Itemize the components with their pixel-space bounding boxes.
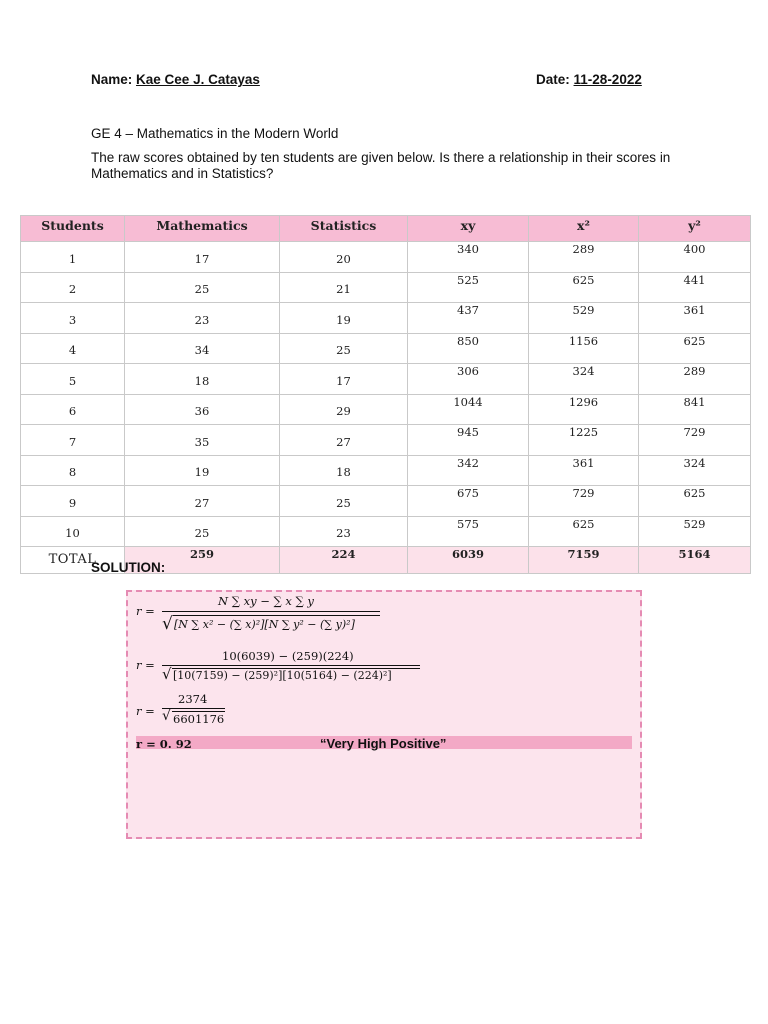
table-cell: 324 bbox=[639, 455, 751, 486]
column-header-students: Students bbox=[21, 216, 125, 242]
table-cell: 36 bbox=[125, 394, 280, 425]
date-label: Date: bbox=[536, 72, 570, 87]
sqrt-sign: √ bbox=[162, 614, 173, 634]
column-header-statistics: Statistics bbox=[280, 216, 408, 242]
total-xy: 6039 bbox=[408, 547, 529, 574]
table-cell: 729 bbox=[639, 425, 751, 456]
table-cell: 945 bbox=[408, 425, 529, 456]
table-row bbox=[21, 242, 751, 273]
table-cell: 289 bbox=[529, 242, 639, 273]
course-title: GE 4 – Mathematics in the Modern World bbox=[91, 126, 339, 141]
table-cell: 1225 bbox=[529, 425, 639, 456]
table-cell: 1296 bbox=[529, 394, 639, 425]
table-cell: 1 bbox=[21, 242, 125, 273]
table-cell: 289 bbox=[639, 364, 751, 395]
table-cell: 625 bbox=[639, 333, 751, 364]
table-cell: 25 bbox=[280, 486, 408, 517]
table-cell: 729 bbox=[529, 486, 639, 517]
table-cell: 17 bbox=[125, 242, 280, 273]
substituted-numerator: 10(6039) − (259)(224) bbox=[222, 649, 354, 663]
simplified-denominator: 6601176 bbox=[173, 712, 225, 726]
table-cell: 27 bbox=[125, 486, 280, 517]
table-cell: 575 bbox=[408, 516, 529, 547]
table-cell: 18 bbox=[280, 455, 408, 486]
total-mathematics: 259 bbox=[125, 547, 280, 574]
table-row bbox=[21, 333, 751, 364]
table-cell: 18 bbox=[125, 364, 280, 395]
table-row bbox=[21, 303, 751, 334]
table-cell: 19 bbox=[125, 455, 280, 486]
table-cell: 675 bbox=[408, 486, 529, 517]
result-value: r = 0. 92 bbox=[136, 737, 192, 751]
total-label: TOTAL bbox=[21, 547, 125, 574]
table-cell: 400 bbox=[639, 242, 751, 273]
table-cell: 625 bbox=[529, 516, 639, 547]
name-line bbox=[91, 72, 260, 87]
table-cell: 529 bbox=[529, 303, 639, 334]
fraction-bar bbox=[162, 665, 420, 666]
table-cell: 25 bbox=[280, 333, 408, 364]
table-cell: 9 bbox=[21, 486, 125, 517]
table-cell: 342 bbox=[408, 455, 529, 486]
date-value: 11-28-2022 bbox=[573, 72, 642, 87]
simplified-numerator: 2374 bbox=[178, 692, 208, 706]
sqrt-sign: √ bbox=[162, 708, 171, 724]
name-label: Name: bbox=[91, 72, 133, 87]
table-cell: 21 bbox=[280, 272, 408, 303]
table-row bbox=[21, 425, 751, 456]
table-cell: 625 bbox=[639, 486, 751, 517]
formula-numerator: N ∑ xy − ∑ x ∑ y bbox=[218, 594, 314, 608]
scores-table bbox=[20, 215, 751, 574]
table-cell: 340 bbox=[408, 242, 529, 273]
table-cell: 23 bbox=[125, 303, 280, 334]
date-line bbox=[536, 72, 642, 87]
table-cell: 25 bbox=[125, 272, 280, 303]
table-cell: 7 bbox=[21, 425, 125, 456]
table-cell: 525 bbox=[408, 272, 529, 303]
table-cell: 34 bbox=[125, 333, 280, 364]
column-header-x-squared: x² bbox=[529, 216, 639, 242]
table-cell: 441 bbox=[639, 272, 751, 303]
total-y-squared: 5164 bbox=[639, 547, 751, 574]
solution-heading: SOLUTION: bbox=[91, 560, 166, 575]
table-cell: 4 bbox=[21, 333, 125, 364]
table-row bbox=[21, 394, 751, 425]
name-value: Kae Cee J. Catayas bbox=[136, 72, 260, 87]
table-row bbox=[21, 516, 751, 547]
table-cell: 20 bbox=[280, 242, 408, 273]
table-cell: 841 bbox=[639, 394, 751, 425]
table-row bbox=[21, 455, 751, 486]
table-cell: 17 bbox=[280, 364, 408, 395]
table-cell: 6 bbox=[21, 394, 125, 425]
table-cell: 19 bbox=[280, 303, 408, 334]
table-cell: 529 bbox=[639, 516, 751, 547]
table-cell: 437 bbox=[408, 303, 529, 334]
table-cell: 361 bbox=[639, 303, 751, 334]
table-row bbox=[21, 364, 751, 395]
column-header-xy: xy bbox=[408, 216, 529, 242]
table-cell: 3 bbox=[21, 303, 125, 334]
total-x-squared: 7159 bbox=[529, 547, 639, 574]
r-symbol: r = bbox=[136, 704, 155, 718]
table-cell: 29 bbox=[280, 394, 408, 425]
sqrt-sign: √ bbox=[162, 665, 172, 683]
r-symbol: r = bbox=[136, 604, 155, 618]
table-cell: 8 bbox=[21, 455, 125, 486]
result-interpretation: “Very High Positive” bbox=[320, 736, 447, 751]
r-symbol: r = bbox=[136, 658, 155, 672]
formula-denominator: [N ∑ x² − (∑ x)²][N ∑ y² − (∑ y)²] bbox=[174, 618, 355, 631]
table-cell: 850 bbox=[408, 333, 529, 364]
table-cell: 23 bbox=[280, 516, 408, 547]
fraction-bar bbox=[162, 611, 380, 612]
table-cell: 306 bbox=[408, 364, 529, 395]
table-cell: 1044 bbox=[408, 394, 529, 425]
substituted-denominator: [10(7159) − (259)²][10(5164) − (224)²] bbox=[173, 669, 392, 682]
table-cell: 2 bbox=[21, 272, 125, 303]
table-cell: 35 bbox=[125, 425, 280, 456]
total-statistics: 224 bbox=[280, 547, 408, 574]
table-cell: 361 bbox=[529, 455, 639, 486]
table-row bbox=[21, 486, 751, 517]
table-cell: 625 bbox=[529, 272, 639, 303]
fraction-bar bbox=[162, 708, 225, 709]
column-header-mathematics: Mathematics bbox=[125, 216, 280, 242]
table-cell: 324 bbox=[529, 364, 639, 395]
table-cell: 25 bbox=[125, 516, 280, 547]
column-header-y-squared: y² bbox=[639, 216, 751, 242]
sqrt-vinculum bbox=[173, 615, 380, 616]
table-header-row bbox=[21, 216, 751, 242]
table-cell: 1156 bbox=[529, 333, 639, 364]
table-cell: 5 bbox=[21, 364, 125, 395]
table-row bbox=[21, 272, 751, 303]
solution-box bbox=[126, 590, 642, 839]
table-cell: 10 bbox=[21, 516, 125, 547]
problem-prompt: The raw scores obtained by ten students are given below. Is there a relationship in their scores in Mathematics and in Statistics? bbox=[91, 150, 671, 181]
table-cell: 27 bbox=[280, 425, 408, 456]
